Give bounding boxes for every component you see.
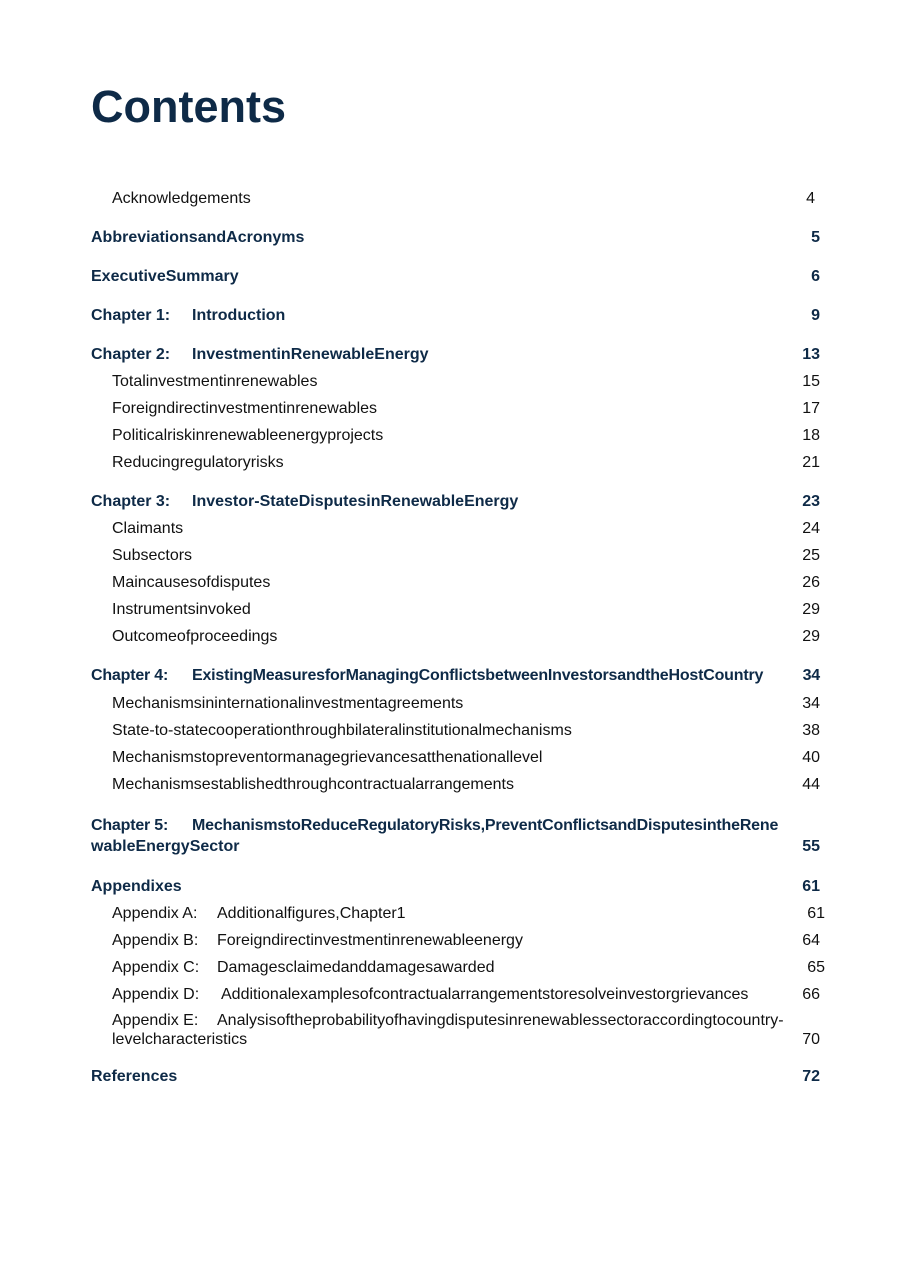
toc-page-number: 55 bbox=[802, 838, 820, 855]
toc-section[interactable] bbox=[112, 372, 820, 391]
toc-section[interactable] bbox=[112, 721, 820, 740]
toc-entry-label: ExecutiveSummary bbox=[91, 268, 239, 285]
section-title: Maincausesofdisputes bbox=[112, 574, 271, 591]
toc-appendix-e-continued[interactable] bbox=[112, 1030, 820, 1049]
appendix-number: Appendix E: bbox=[112, 1012, 199, 1029]
chapter-number: Chapter 5: bbox=[91, 817, 169, 834]
toc-entry-abbreviations[interactable] bbox=[91, 228, 820, 247]
toc-page-number: 70 bbox=[802, 1031, 820, 1048]
toc-page-number: 40 bbox=[802, 749, 820, 766]
chapter-title: InvestmentinRenewableEnergy bbox=[192, 346, 429, 363]
chapter-title-line1: MechanismstoReduceRegulatoryRisks,PreventConflictsandDisputesintheRene bbox=[192, 817, 779, 834]
toc-page-number: 4 bbox=[806, 190, 815, 207]
appendix-number: Appendix D: bbox=[112, 986, 200, 1003]
chapter-title: Investor-StateDisputesinRenewableEnergy bbox=[192, 493, 519, 510]
appendix-title: Additionalfigures,Chapter1 bbox=[217, 905, 406, 922]
section-title: Reducingregulatoryrisks bbox=[112, 454, 284, 471]
section-title: Mechanismstopreventormanagegrievancesatthenationallevel bbox=[112, 749, 543, 766]
toc-page-number: 72 bbox=[802, 1068, 820, 1085]
appendix-title-line2: levelcharacteristics bbox=[112, 1031, 248, 1048]
toc-section[interactable] bbox=[112, 775, 820, 794]
chapter-title: Introduction bbox=[192, 307, 286, 324]
toc-chapter-5[interactable] bbox=[91, 816, 820, 835]
section-title: Mechanismsestablishedthroughcontractualarrangements bbox=[112, 776, 514, 793]
chapter-title: ExistingMeasuresforManagingConflictsbetweenInvestorsandtheHostCountry bbox=[192, 667, 764, 684]
toc-entry-executive-summary[interactable] bbox=[91, 267, 820, 286]
toc-page-number: 18 bbox=[802, 427, 820, 444]
chapter-title-line2: wableEnergySector bbox=[91, 838, 240, 855]
appendix-title: Additionalexamplesofcontractualarrangementstoresolveinvestorgrievances bbox=[221, 986, 749, 1003]
section-title: Claimants bbox=[112, 520, 184, 537]
toc-page-number: 5 bbox=[811, 229, 820, 246]
toc-page-number: 34 bbox=[802, 667, 820, 684]
toc-section[interactable] bbox=[112, 453, 820, 472]
toc-page-number: 21 bbox=[802, 454, 820, 471]
page-title: Contents bbox=[91, 81, 286, 132]
toc-page-number: 26 bbox=[802, 574, 820, 591]
toc-appendix-e[interactable] bbox=[112, 1011, 820, 1030]
toc-page-number: 13 bbox=[802, 346, 820, 363]
toc-entry-appendixes[interactable] bbox=[91, 877, 820, 896]
toc-page-number: 25 bbox=[802, 547, 820, 564]
toc-page-number: 17 bbox=[802, 400, 820, 417]
toc-page-number: 61 bbox=[807, 905, 825, 922]
toc-chapter-1[interactable] bbox=[91, 306, 820, 325]
section-title: Politicalriskinrenewableenergyprojects bbox=[112, 427, 384, 444]
section-title: Instrumentsinvoked bbox=[112, 601, 251, 618]
toc-page-number: 15 bbox=[802, 373, 820, 390]
appendix-title: Foreigndirectinvestmentinrenewableenergy bbox=[217, 932, 523, 949]
toc-page-number: 29 bbox=[802, 601, 820, 618]
chapter-number: Chapter 2: bbox=[91, 346, 171, 363]
toc-section[interactable] bbox=[112, 694, 820, 713]
section-title: State-to-statecooperationthroughbilateralinstitutionalmechanisms bbox=[112, 722, 572, 739]
toc-page-number: 44 bbox=[802, 776, 820, 793]
toc-entry-references[interactable] bbox=[91, 1067, 820, 1086]
toc-page-number: 66 bbox=[802, 986, 820, 1003]
toc-page-number: 61 bbox=[802, 878, 820, 895]
toc-chapter-4[interactable] bbox=[91, 666, 820, 685]
toc-appendix-a[interactable] bbox=[112, 904, 825, 923]
toc-appendix-c[interactable] bbox=[112, 958, 825, 977]
toc-chapter-5-continued[interactable] bbox=[91, 837, 820, 856]
toc-page-number: 9 bbox=[811, 307, 820, 324]
toc-page-number: 29 bbox=[802, 628, 820, 645]
toc-section[interactable] bbox=[112, 426, 820, 445]
section-title: Mechanismsininternationalinvestmentagreements bbox=[112, 695, 464, 712]
section-title: Subsectors bbox=[112, 547, 193, 564]
toc-entry-label: Appendixes bbox=[91, 878, 182, 895]
toc-section[interactable] bbox=[112, 600, 820, 619]
appendix-title-line1: Analysisoftheprobabilityofhavingdisputesinrenewablessectoraccordingtocountry- bbox=[217, 1012, 784, 1029]
toc-page-number: 34 bbox=[802, 695, 820, 712]
appendix-number: Appendix C: bbox=[112, 959, 200, 976]
toc-page-number: 38 bbox=[802, 722, 820, 739]
toc-appendix-d[interactable] bbox=[112, 985, 820, 1004]
chapter-number: Chapter 4: bbox=[91, 667, 169, 684]
toc-section[interactable] bbox=[112, 627, 820, 646]
section-title: Foreigndirectinvestmentinrenewables bbox=[112, 400, 378, 417]
appendix-number: Appendix B: bbox=[112, 932, 199, 949]
toc-appendix-b[interactable] bbox=[112, 931, 820, 950]
appendix-number: Appendix A: bbox=[112, 905, 198, 922]
section-title: Outcomeofproceedings bbox=[112, 628, 278, 645]
section-title: Totalinvestmentinrenewables bbox=[112, 373, 318, 390]
toc-section[interactable] bbox=[112, 399, 820, 418]
chapter-number: Chapter 3: bbox=[91, 493, 171, 510]
toc-section[interactable] bbox=[112, 519, 820, 538]
toc-chapter-2[interactable] bbox=[91, 345, 820, 364]
toc-entry-acknowledgements[interactable] bbox=[112, 189, 820, 208]
toc-section[interactable] bbox=[112, 546, 820, 565]
appendix-title: Damagesclaimedanddamagesawarded bbox=[217, 959, 495, 976]
toc-chapter-3[interactable] bbox=[91, 492, 820, 511]
toc-entry-label: References bbox=[91, 1068, 178, 1085]
toc-page-number: 24 bbox=[802, 520, 820, 537]
toc-entry-label: AbbreviationsandAcronyms bbox=[91, 229, 305, 246]
toc-section[interactable] bbox=[112, 748, 820, 767]
toc-page-number: 65 bbox=[807, 959, 825, 976]
toc-page-number: 64 bbox=[802, 932, 820, 949]
toc-entry-label: Acknowledgements bbox=[112, 190, 251, 207]
chapter-number: Chapter 1: bbox=[91, 307, 171, 324]
toc-page-number: 6 bbox=[811, 268, 820, 285]
toc-page-number: 23 bbox=[802, 493, 820, 510]
toc-section[interactable] bbox=[112, 573, 820, 592]
